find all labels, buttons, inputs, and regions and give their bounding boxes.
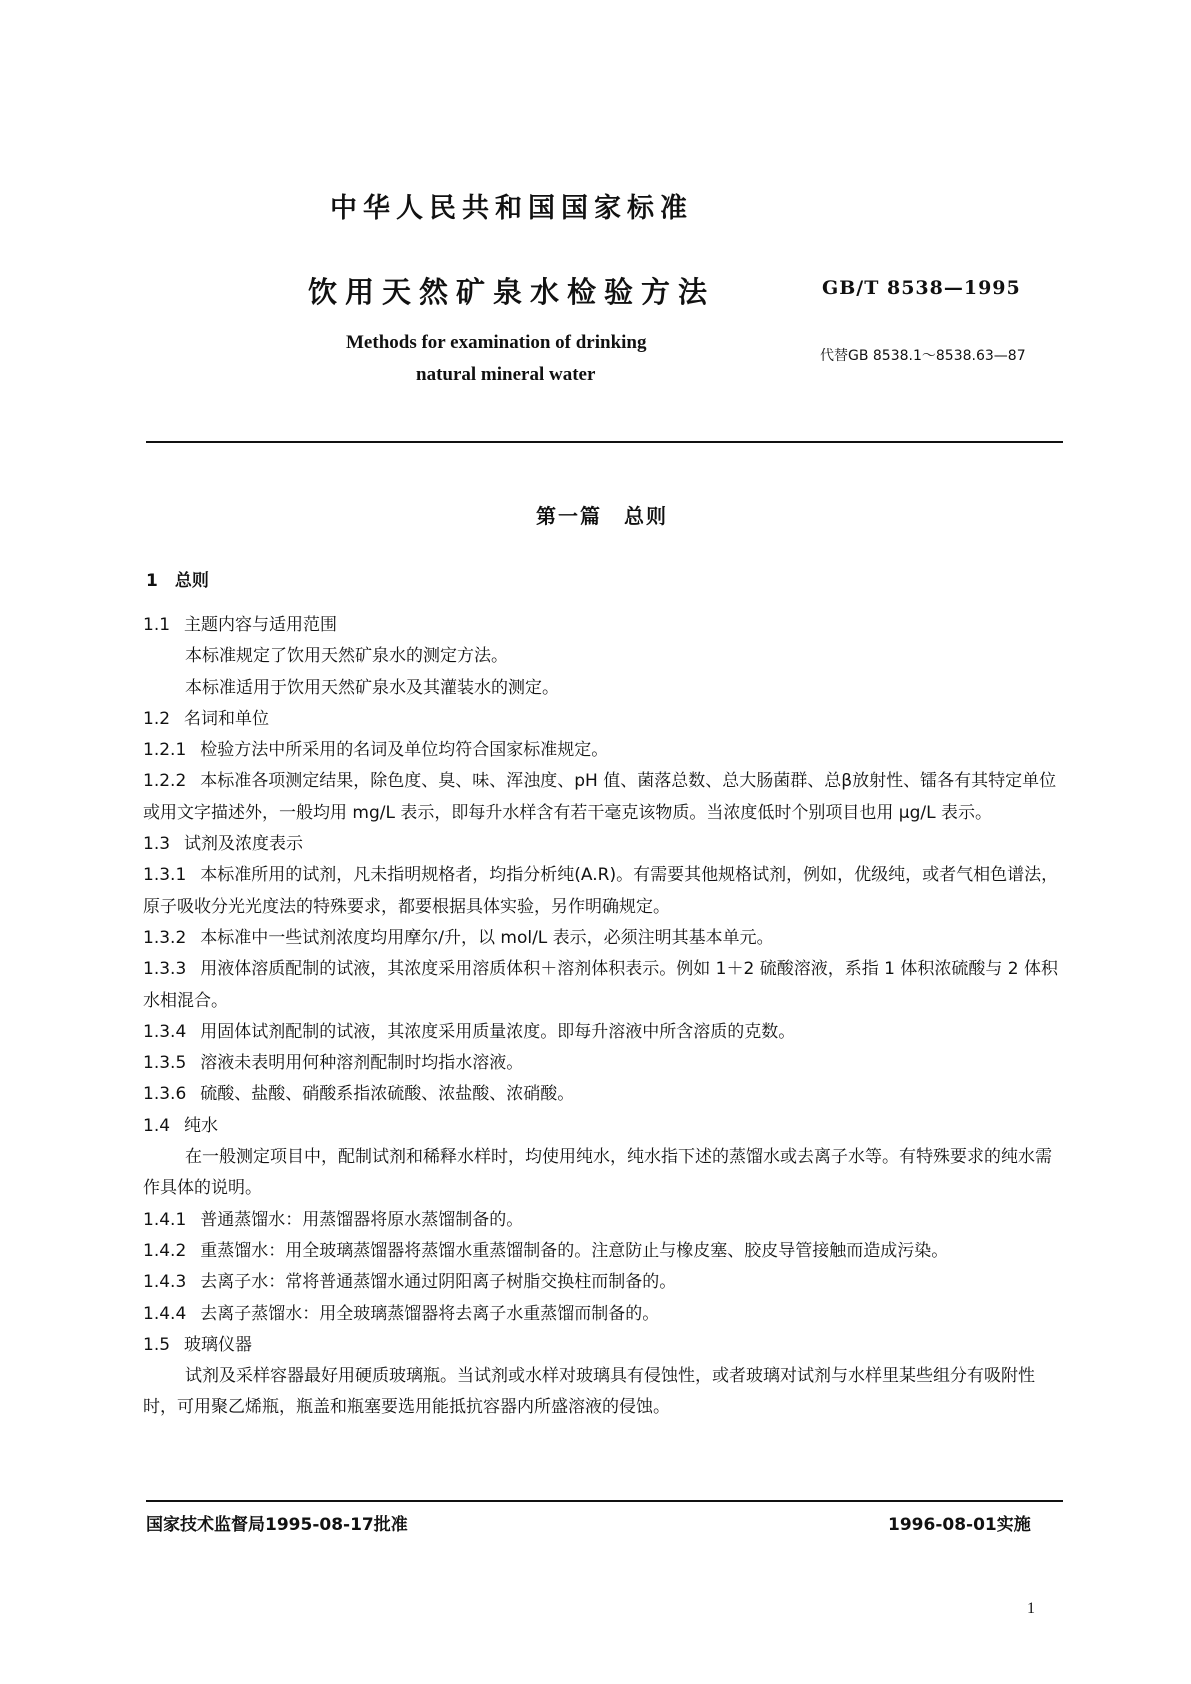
clause-number: 1.4.2	[143, 1240, 187, 1261]
implementation-date: 1996-08-01实施	[888, 1515, 1031, 1535]
clause-1-2-1	[143, 735, 1068, 766]
clause-text: 纯水	[184, 1115, 219, 1136]
clause-1-2	[143, 704, 1068, 735]
clause-1-4	[143, 1111, 1068, 1142]
clause-text: 本标准各项测定结果，除色度、臭、味、浑浊度、pH 值、菌落总数、总大肠菌群、总β放射性、镭各有其特定单位或用文字描述外，一般均用 mg/L 表示，即每升水样含有若干毫克该物质。当浓度低时个别项目也用 μg/L 表示。	[143, 771, 1057, 823]
clause-1-3-3	[143, 954, 1068, 1017]
part-title: 第一篇 总则	[536, 504, 668, 528]
clause-number: 1.1	[143, 615, 171, 635]
english-title-line1: Methods for examination of drinking	[346, 332, 647, 353]
clause-number: 1.3.5	[143, 1053, 187, 1074]
header-divider	[146, 441, 1063, 443]
clause-text: 溶液未表明用何种溶剂配制时均指水溶液。	[200, 1053, 524, 1074]
clause-text: 主题内容与适用范围	[184, 615, 338, 635]
clause-number: 1.4.4	[143, 1303, 187, 1324]
clause-1-4-3	[143, 1267, 1068, 1298]
clause-text: 普通蒸馏水：用蒸馏器将原水蒸馏制备的。	[200, 1209, 524, 1230]
clause-number: 1.5	[143, 1334, 171, 1355]
clause-number: 1.2.2	[143, 771, 187, 792]
clause-text: 本标准适用于饮用天然矿泉水及其灌装水的测定。	[185, 677, 559, 698]
clause-text: 玻璃仪器	[184, 1334, 253, 1355]
clause-1-4-4	[143, 1299, 1068, 1330]
paragraph	[143, 673, 1068, 704]
clause-number: 1.2	[143, 708, 171, 729]
document-title: 饮用天然矿泉水检验方法	[308, 275, 716, 309]
clause-number: 1.3	[143, 834, 171, 855]
clause-text: 试剂及采样容器最好用硬质玻璃瓶。当试剂或水样对玻璃具有侵蚀性，或者玻璃对试剂与水样里某些组分有吸附性时，可用聚乙烯瓶，瓶盖和瓶塞要选用能抵抗容器内所盛溶液的侵蚀。	[143, 1366, 1035, 1418]
clause-1-4-1	[143, 1205, 1068, 1236]
replaces-note: 代替GB 8538.1～8538.63—87	[820, 348, 1026, 364]
national-standard-heading: 中华人民共和国国家标准	[330, 193, 693, 224]
clause-number: 1.3.1	[143, 865, 187, 886]
clause-1-3-6	[143, 1079, 1068, 1110]
clause-1-1	[143, 610, 1068, 641]
clause-1-3-1	[143, 860, 1068, 923]
clause-number: 1.4	[143, 1115, 171, 1136]
paragraph	[143, 1361, 1068, 1424]
clause-number: 1.3.4	[143, 1021, 187, 1042]
clause-1-3-5	[143, 1048, 1068, 1079]
english-title-line2: natural mineral water	[416, 364, 596, 385]
standard-number: GB/T 8538—1995	[822, 277, 1021, 299]
clause-number: 1.2.1	[143, 740, 187, 761]
clause-text: 本标准中一些试剂浓度均用摩尔/升，以 mol/L 表示，必须注明其基本单元。	[200, 927, 774, 948]
clause-number: 1.3.3	[143, 959, 187, 980]
clause-number: 1.3.2	[143, 927, 187, 948]
clause-text: 名词和单位	[184, 708, 270, 729]
section-heading: 1 总则	[146, 571, 209, 591]
clause-1-2-2	[143, 766, 1068, 829]
paragraph	[143, 641, 1068, 672]
clause-number: 1.4.3	[143, 1272, 187, 1293]
clause-text: 本标准规定了饮用天然矿泉水的测定方法。	[185, 646, 508, 667]
clause-text: 硫酸、盐酸、硝酸系指浓硫酸、浓盐酸、浓硝酸。	[200, 1084, 575, 1105]
approval-note: 国家技术监督局1995-08-17批准	[146, 1515, 408, 1535]
paragraph	[143, 1142, 1068, 1205]
clause-text: 去离子蒸馏水：用全玻璃蒸馏器将去离子水重蒸馏而制备的。	[200, 1303, 660, 1324]
clause-1-4-2	[143, 1236, 1068, 1267]
clause-number: 1.3.6	[143, 1084, 187, 1105]
clause-text: 本标准所用的试剂，凡未指明规格者，均指分析纯(A.R)。有需要其他规格试剂，例如，优级纯，或者气相色谱法，原子吸收分光光度法的特殊要求，都要根据具体实验，另作明确规定。	[143, 865, 1059, 917]
clause-1-5	[143, 1330, 1068, 1361]
clause-text: 去离子水：常将普通蒸馏水通过阴阳离子树脂交换柱而制备的。	[200, 1272, 677, 1293]
footer-divider	[146, 1500, 1063, 1502]
clause-1-3-4	[143, 1017, 1068, 1048]
clause-number: 1.4.1	[143, 1209, 187, 1230]
body-text	[143, 610, 1068, 1424]
page-number: 1	[1027, 1600, 1035, 1617]
clause-1-3-2	[143, 923, 1068, 954]
clause-text: 检验方法中所采用的名词及单位均符合国家标准规定。	[200, 740, 609, 761]
clause-text: 重蒸馏水：用全玻璃蒸馏器将蒸馏水重蒸馏制备的。注意防止与橡皮塞、胶皮导管接触而造成污染。	[200, 1240, 949, 1261]
clause-1-3	[143, 829, 1068, 860]
clause-text: 在一般测定项目中，配制试剂和稀释水样时，均使用纯水，纯水指下述的蒸馏水或去离子水等。有特殊要求的纯水需作具体的说明。	[143, 1147, 1052, 1199]
clause-text: 用固体试剂配制的试液，其浓度采用质量浓度。即每升溶液中所含溶质的克数。	[200, 1021, 796, 1042]
clause-text: 试剂及浓度表示	[184, 834, 304, 855]
clause-text: 用液体溶质配制的试液，其浓度采用溶质体积＋溶剂体积表示。例如 1＋2 硫酸溶液，系指 1 体积浓硫酸与 2 体积水相混合。	[143, 959, 1058, 1011]
